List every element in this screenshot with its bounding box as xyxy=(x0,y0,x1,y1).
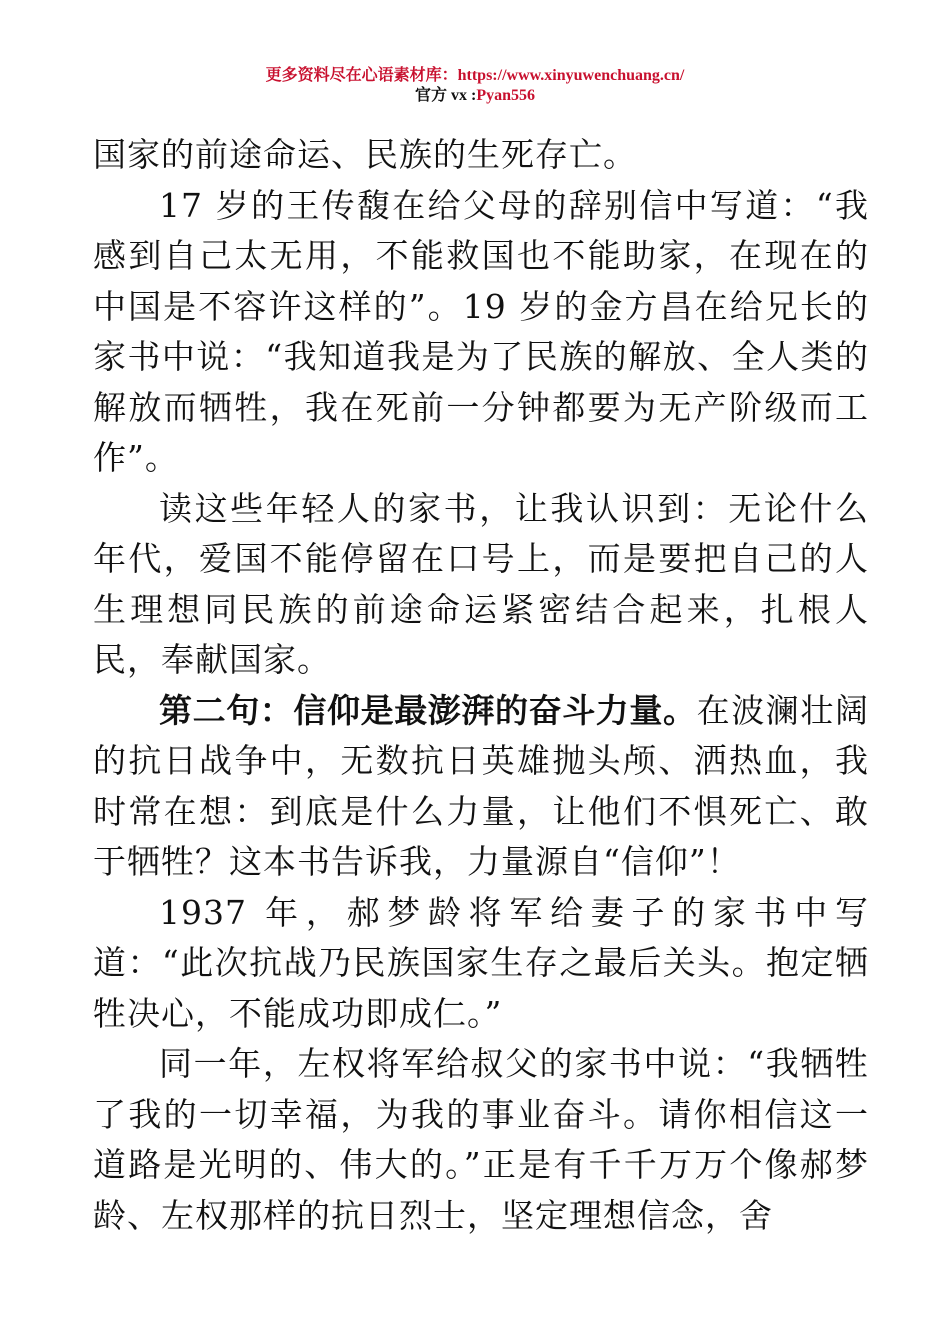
article-body xyxy=(93,130,869,1241)
paragraph: 1937 年，郝梦龄将军给妻子的家书中写道：“此次抗战乃民族国家生存之最后关头。抱定牺牲决心，不能成功即成仁。” xyxy=(93,892,869,1033)
paragraph: 读这些年轻人的家书，让我认识到：无论什么年代，爱国不能停留在口号上，而是要把自己的人生理想同民族的前途命运紧密结合起来，扎根人民，奉献国家。 xyxy=(93,488,869,679)
header-contact-id: Pyan556 xyxy=(476,87,535,104)
paragraph-continuation: 国家的前途命运、民族的生死存亡。 xyxy=(93,135,637,174)
header-resource-link[interactable]: 更多资料尽在心语素材库：https://www.xinyuwenchuang.cn/ xyxy=(265,67,685,84)
header-contact xyxy=(0,86,950,106)
header-contact-prefix: 官方 vx : xyxy=(414,87,477,104)
page-header xyxy=(0,66,950,106)
section-heading: 第二句：信仰是最澎湃的奋斗力量。 xyxy=(159,690,697,730)
paragraph-text: 在波澜壮阔的抗日战争中，无数抗日英雄抛头颅、洒热血，我时常在想：到底是什么力量，让他们不惧死亡、敢于牺牲？这本书告诉我，力量源自“信仰”！ xyxy=(93,690,870,881)
paragraph: 同一年，左权将军给叔父的家书中说：“我牺牲了我的一切幸福，为我的事业奋斗。请你相信这一道路是光明的、伟大的。”正是有千千万万个像郝梦龄、左权那样的抗日烈士，坚定理想信念，舍 xyxy=(93,1044,869,1235)
paragraph xyxy=(93,686,869,888)
paragraph: 17 岁的王传馥在给父母的辞别信中写道：“我感到自己太无用，不能救国也不能助家，在现在的中国是不容许这样的”。19 岁的金方昌在给兄长的家书中说：“我知道我是为了民族的解放、全人类的解放而牺牲，我在死前一分钟都要为无产阶级而工作”。 xyxy=(93,185,869,477)
